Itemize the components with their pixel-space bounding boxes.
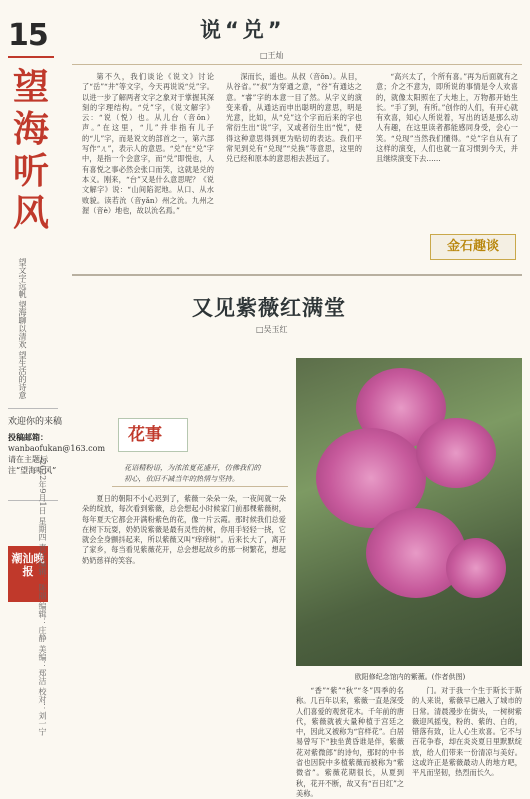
contact-label: 投稿邮箱： [8,432,48,442]
section-title-char: 听 [12,150,49,192]
section-label: 花事 [128,425,162,445]
contact-block [8,432,106,476]
article2-col3-text: 门。对于我一个生于斯长于斯的人来说，紫薇早已融入了城市的日常。清晨漫步在街头，一树树紫薇迎风摇曳，粉的、紫的、白的，错落有致，让人心生欢喜。它不与百花争春，却在炎炎夏日里默默绽放，给人们带来一份清凉与美好。这或许正是紫薇最动人的地方吧，平凡而坚韧，热烈而长久。 [412,686,522,778]
page-number: 15 [8,18,48,53]
section-subtitle: 望文字远帆 望海聊以清欢 望生活的诗意 [18,258,27,400]
article1-title: 说“兑” [200,18,286,42]
left-divider [8,500,58,501]
section-title-char: 风 [12,192,49,234]
article2-column-2 [296,686,404,798]
page-number-rule [8,56,54,58]
article1-column-3 [376,72,518,228]
article1-col2-text: 深而长，遥也。从叔（音ǒn）。从目，从谷省。”“叔”为穿通之意，“谷”有通达之意。“睿”字的本意一目了然。从字义的演变来看，从通达而申出聪明的意思，明是光意，比如，从“兑”这个字而后来的字也常衍生出“说”字，又或者衍生出“悦”，使得这种意思得到更为贴切的表达。我们平常见到兑有“兑现”“兑换”等意思，这里的兑已经和原本的意思相去甚远了。 [226,72,362,164]
section-title [10,66,52,234]
section-title-char: 海 [12,108,49,150]
article2-column-3 [412,686,522,778]
column-badge: 金石趣谈 [430,234,516,260]
contact-email[interactable]: wanbaofukan@163.com [8,444,106,453]
article2-col2-text: “香”“紫”“秋”“冬”四季的名称。几百年以来，紫薇一直是深受人们喜爱的观赏花木。千年前的唐代，紫薇就被大量种植于宫廷之中，因此又被称为“官样花”。白居易曾写下“独坐黄昏谁是伴，紫薇花对紫微郎”的诗句，那时的中书省也因院中多植紫薇而被称为“紫微省”。紫薇花期很长，从夏到秋，花开不断，故又有“百日红”之美称。 [296,686,404,798]
article1-column-2 [226,72,362,268]
photo-caption: 欧阳修纪念馆内的紫薇。(作者供图) [354,673,466,681]
summary-rule [112,486,288,487]
crape-myrtle-photo [296,358,522,666]
section-title-char: 望 [12,66,49,108]
article-divider [72,274,522,276]
article1-top-rule [72,64,522,65]
article1-col3-text: “高兴太了，个所有喜。”再为后面就有之意；介之不意为，即所说的事情是令人欢喜的，就像太阳照在了大地上，万物都开始生长。“手了到，有所。”创作的人们，有开心就有欢喜，知心人所说着，写出的话是那么动人有趣，在这里读者都能感同身受，会心一笑。“兑现”当然我们懂得。“兑”字自从有了这样的演变，人们也就一直习惯到今天，并且继续演变下去…… [376,72,518,164]
article2-title: 又见紫薇红满堂 [192,296,346,320]
article2-author: □吴玉红 [256,325,288,334]
article2-col1-text: 夏日的朝阳不小心迟到了，紫薇一朵朵一朵，一夜间就一朵朵的绽放，每次看到紫薇，总会想起小时候家门前那棵紫薇树，每年夏天它都会开满粉紫色的花，像一片云霞。那时候我们总爱在树下玩耍，奶奶说紫薇是最有灵性的树，你用手轻轻一挠，它就会全身颤抖起来，所以紫薇又叫“痒痒树”。后来长大了，离开了家乡，每当看见紫薇花开，总会想起故乡的那一树繁花，想起奶奶慈祥的笑容。 [82,494,286,565]
flower-cluster [416,418,496,488]
section-sidebar [0,0,106,782]
flower-cluster [446,538,506,598]
contact-note: 请在主题标注“望海听风” [8,455,57,475]
article1-column-1 [82,72,214,268]
article1-col1-text: 第不久，我们谈论《说文》讨论了“岳”“井”等文字，今天再说说“兑”字。以进一步了解两者文字之象对于掌握其深刻的字理结构。“兑”字，《说文解字》云：“说（悦）也。从儿台（音ǒn）声。”在这里，“儿”并非指有儿子的“儿”字，而是说文的部首之一，第六部写作“ㄦ”，表示人的意思。“兑”在“兑”字中，是指一个会意字，而“兑”即悦也，人有喜悦之事必然会张口而笑，这就是兑的本义。刚来，“台”又是什么意思呢？《说文解字》说：“山间陷泥地。从口、从水败貌。读若沇（音yǎn）州之沇。九州之渥（音è）地也，故以沇名焉。” [82,72,214,215]
article2-summary: 花语精粉语，为浓浓夏花盛开，仿佛我们的初心，依旧不减当年的热情与坚持。 [124,463,261,483]
left-divider [8,408,58,409]
article2-column-1 [82,494,286,774]
edition-info: 2022年9月1日 星期四 责任编辑：陈丽 编辑：庄静 美编：郑洁 校对：刘一宁 [38,460,47,736]
submission-tagline: 欢迎你的来稿 [8,417,63,427]
newspaper-logo: 潮汕晚报 [8,546,48,602]
article1-author: □王灿 [260,51,284,60]
